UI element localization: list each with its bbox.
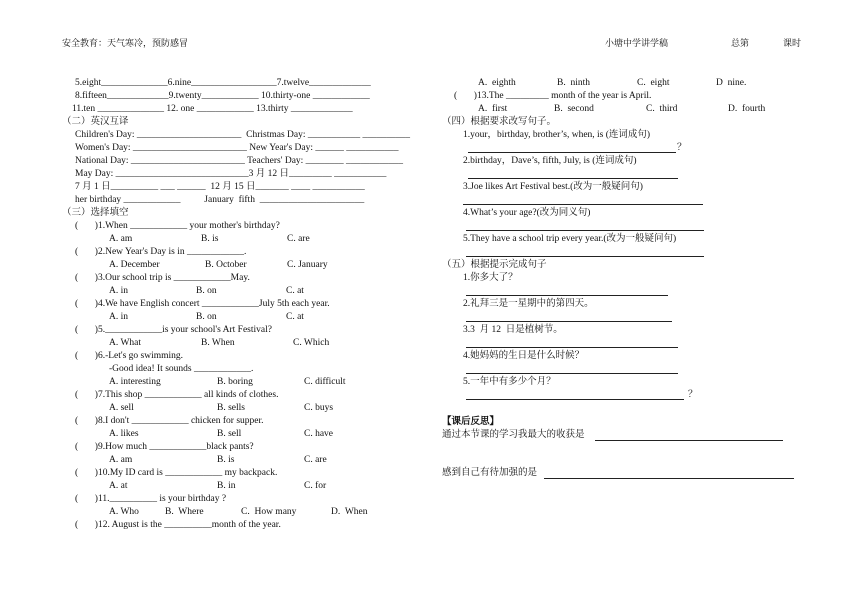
answer-line[interactable] xyxy=(466,256,704,257)
rewrite-item: 3.Joe likes Art Festival best.(改为一般疑问句) xyxy=(463,182,643,192)
rewrite-item: 5.They have a school trip every year.(改为一般疑问句) xyxy=(463,234,677,244)
question-13: ( )13.The _________ month of the year is April. xyxy=(454,91,652,101)
option: B. on xyxy=(196,286,217,296)
option: B. boring xyxy=(217,377,253,387)
option: A. first xyxy=(478,104,508,114)
option: C. have xyxy=(304,429,334,439)
option: C. eight xyxy=(637,78,670,88)
option: A. likes xyxy=(109,429,139,439)
rewrite-item: 2.birthday，Dave’s, fifth, July, is (连词成句) xyxy=(463,156,637,166)
option: C. Which xyxy=(293,338,330,348)
question-8: ( )8.I don't ____________ chicken for supper. xyxy=(75,416,264,426)
rewrite-item: 1.your，birthday, brother’s, when, is (连词成句) xyxy=(463,130,651,140)
option: A. at xyxy=(109,481,128,491)
option: A. December xyxy=(109,260,160,270)
numbers-line-2: 8.fifteen_____________9.twenty____________ 10.thirty-one ____________ xyxy=(75,91,370,101)
option: A. eighth xyxy=(478,78,516,88)
answer-line[interactable] xyxy=(466,230,704,231)
section-2-title: （二）英汉互译 xyxy=(62,117,129,127)
section-4-title: （四）根据要求改写句子。 xyxy=(442,117,557,127)
question-9: ( )9.How much ____________black pants? xyxy=(75,442,254,452)
option: D. When xyxy=(331,507,368,517)
option: B. sells xyxy=(217,403,245,413)
answer-line[interactable] xyxy=(468,178,678,179)
answer-line[interactable] xyxy=(463,204,703,205)
question-12: ( )12. August is the __________month of the year. xyxy=(75,520,281,530)
translate-line: Children's Day: ______________________ Christmas Day: ___________ __________ xyxy=(75,130,410,140)
translate-sentence: 2.礼拜三是一星期中的第四天。 xyxy=(463,299,594,309)
question-3: ( )3.Our school trip is ____________May. xyxy=(75,273,250,283)
answer-line[interactable] xyxy=(466,399,684,400)
answer-line[interactable] xyxy=(468,152,676,153)
translate-line: 7 月 1 日__________ ___ ______ 12 月 15 日_______ ____ ___________ xyxy=(75,182,365,192)
numbers-line-1: 5.eight______________6.nine__________________7.twelve_____________ xyxy=(75,78,371,88)
reflection-gain-line[interactable] xyxy=(595,440,783,441)
option: C. buys xyxy=(304,403,334,413)
translate-sentence: 1.你多大了？ xyxy=(463,273,518,283)
rewrite-item: 4.What’s your age?(改为同义句) xyxy=(463,208,591,218)
option: C. January xyxy=(287,260,328,270)
option: B. October xyxy=(205,260,247,270)
translate-sentence: 5.一年中有多少个月？ xyxy=(463,377,556,387)
question-mark: ？ xyxy=(677,143,687,153)
option: C. third xyxy=(646,104,678,114)
question-5: ( )5.____________is your school's Art Festival? xyxy=(75,325,272,335)
option: A. interesting xyxy=(109,377,161,387)
option: B. second xyxy=(554,104,594,114)
option: A. What xyxy=(109,338,142,348)
option: B. ninth xyxy=(557,78,590,88)
option: A. sell xyxy=(109,403,134,413)
header-school: 小塘中学讲学稿 xyxy=(605,38,669,48)
question-6: ( )6.-Let's go swimming. xyxy=(75,351,184,361)
option: D nine. xyxy=(716,78,747,88)
question-mark: ？ xyxy=(688,390,698,400)
option: A. Who xyxy=(109,507,139,517)
question-10: ( )10.My ID card is ____________ my backpack. xyxy=(75,468,278,478)
question-1: ( )1.When ____________ your mother's birthday? xyxy=(75,221,280,231)
translate-sentence: 4.她妈妈的生日是什么时候？ xyxy=(463,351,585,361)
option: C. are xyxy=(304,455,327,465)
reflection-title: 【课后反思】 xyxy=(442,417,500,427)
answer-line[interactable] xyxy=(466,295,668,296)
option: B. is xyxy=(201,234,219,244)
option: A. in xyxy=(109,312,128,322)
section-3-title: （三）选择填空 xyxy=(62,208,129,218)
reflection-gain-label: 通过本节课的学习我最大的收获是 xyxy=(442,430,585,440)
translate-sentence: 3.3 月 12 日是植树节。 xyxy=(463,325,563,335)
translate-line: Women's Day: ________________________ New Year's Day: ______ ___________ xyxy=(75,143,399,153)
option: C. difficult xyxy=(304,377,346,387)
option: B. in xyxy=(217,481,236,491)
option: A. am xyxy=(109,455,133,465)
option: C. at xyxy=(286,312,304,322)
option: B. on xyxy=(196,312,217,322)
answer-line[interactable] xyxy=(466,347,678,348)
option: D. fourth xyxy=(728,104,766,114)
question-11: ( )11.__________ is your birthday ? xyxy=(75,494,227,504)
answer-line[interactable] xyxy=(466,373,678,374)
header-period: 课时 xyxy=(783,38,802,48)
translate-line: National Day: ________________________ Teachers' Day: ________ ____________ xyxy=(75,156,404,166)
section-5-title: （五）根据提示完成句子 xyxy=(442,260,547,270)
option: A. in xyxy=(109,286,128,296)
reflection-improve-line[interactable] xyxy=(544,478,794,479)
option: B. When xyxy=(201,338,235,348)
answer-line[interactable] xyxy=(466,321,672,322)
option: C. for xyxy=(304,481,327,491)
header-total: 总第 xyxy=(731,38,750,48)
option: B. Where xyxy=(165,507,204,517)
option: C. are xyxy=(287,234,310,244)
question-2: ( )2.New Year's Day is in ____________. xyxy=(75,247,247,257)
question-7: ( )7.This shop ____________ all kinds of clothes. xyxy=(75,390,279,400)
reflection-improve-label: 感到自己有待加强的是 xyxy=(442,468,538,478)
option: C. at xyxy=(286,286,304,296)
option: B. sell xyxy=(217,429,242,439)
translate-line: her birthday ____________ January fifth ______________________ xyxy=(75,195,365,205)
header-safety-note: 安全教育：天气寒冷，预防感冒 xyxy=(62,38,189,48)
option: B. is xyxy=(217,455,235,465)
question-4: ( )4.We have English concert ____________July 5th each year. xyxy=(75,299,330,309)
translate-line: May Day: ____________________________3 月 12 日_________ ___________ xyxy=(75,169,387,179)
numbers-line-3: 11.ten ______________ 12. one ____________ 13.thirty _____________ xyxy=(72,104,353,114)
option: C. How many xyxy=(241,507,297,517)
option: A. am xyxy=(109,234,133,244)
question-6-reply: -Good idea! It sounds ____________. xyxy=(109,364,254,374)
